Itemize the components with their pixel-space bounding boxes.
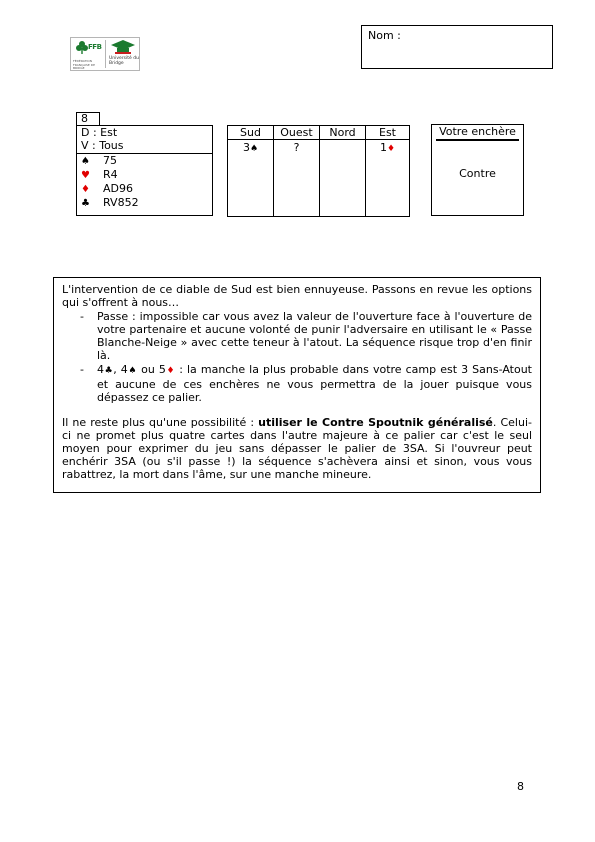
hand-row-clubs (81, 196, 139, 209)
diamond-icon: ♦ (165, 366, 176, 376)
answer-title: Votre enchère (439, 125, 516, 138)
bidding-table (227, 125, 410, 217)
answer-box (431, 124, 524, 216)
bid-column-est (366, 126, 409, 216)
bid-cell-nord (320, 141, 365, 155)
hand-row-hearts (81, 168, 118, 181)
page-number: 8 (517, 780, 524, 793)
hand-row-spades (81, 154, 117, 167)
spade-icon: ♠ (81, 156, 90, 167)
heart-cards: R4 (103, 168, 118, 181)
bid-est-level: 1 (379, 141, 387, 154)
bid-sud-level: 3 (242, 141, 250, 154)
spade-cards: 75 (103, 154, 117, 167)
intro-paragraph: L'intervention de ce diable de Sud est bien ennuyeuse. Passons en revue les options qui s'offrent à nous… (62, 283, 532, 309)
logo-divider (105, 40, 106, 68)
ffb-logo-subtitle: FÉDÉRATION FRANÇAISE DE BRIDGE (73, 59, 95, 70)
conclusion-highlight: utiliser le Contre Spoutnik généralisé (258, 416, 493, 429)
hand-row-diamonds (81, 182, 133, 195)
ffb-logo-text: FFB (88, 43, 102, 51)
bid-header-nord: Nord (320, 126, 365, 140)
diamond-cards: AD96 (103, 182, 133, 195)
bid-header-ouest: Ouest (274, 126, 319, 140)
conclusion-rest: . Celui-ci ne promet plus quatre cartes dans l'autre majeure à ce palier car c'est le seul moyen pour exprimer du jeu sans dépasser le palier de 3SA. Si l'ouvreur peut enchérir 3SA (ou s'il passe !) la séquence s'achèvera ainsi et sinon, vous vous rabattrez, la mort dans l'âme, sur une manche mineure. (62, 416, 532, 481)
conclusion-paragraph (62, 416, 532, 481)
bid-text: 4 (97, 363, 104, 376)
bullet-dash-1: - (80, 310, 84, 323)
club-icon: ♣ (104, 366, 114, 376)
bullet-dash-2: - (80, 363, 84, 376)
deal-info (76, 125, 213, 154)
bid-cell-est (366, 141, 409, 155)
hand (76, 153, 213, 216)
universite-logo-text: Université du Bridge (109, 56, 139, 66)
answer-title-rule (436, 139, 519, 141)
heart-icon: ♥ (81, 170, 90, 181)
bid-column-ouest (274, 126, 320, 216)
bid-header-sud: Sud (228, 126, 273, 140)
spade-icon: ♠ (249, 144, 259, 154)
club-icon: ♣ (81, 198, 90, 209)
diamond-icon: ♦ (81, 184, 90, 195)
name-field[interactable] (361, 25, 553, 69)
bid-column-sud (228, 126, 274, 216)
bullet-passe: Passe : impossible car vous avez la valeur de l'ouverture face à l'ouverture de votre partenaire et aucune volonté de punir l'adversaire en utilisant le « Passe Blanche-Neige » avec cette teneur à l'atout. La séquence risque trop d'en finir là. (97, 310, 532, 362)
name-label: Nom : (368, 29, 401, 42)
explanation-panel (53, 277, 541, 493)
dealer: D : Est (81, 126, 118, 139)
logo (70, 37, 140, 71)
answer-value: Contre (459, 167, 496, 180)
bid-header-est: Est (366, 126, 409, 140)
diamond-icon: ♦ (386, 144, 396, 154)
vulnerability: V : Tous (81, 139, 124, 152)
mortarboard-icon (111, 40, 135, 55)
clover-icon (75, 40, 89, 54)
bid-text: ou 5 (137, 363, 166, 376)
bid-column-nord (320, 126, 366, 216)
bullet-manche (97, 363, 532, 404)
bullet-manche-text: : la manche la plus probable dans votre camp est 3 Sans-Atout et aucune de ces enchères ne vous permettra de la jouer puisque vous dépassez ce palier. (97, 363, 532, 404)
conclusion-lead: Il ne reste plus qu'une possibilité : (62, 416, 259, 429)
club-cards: RV852 (103, 196, 139, 209)
spade-icon: ♠ (127, 366, 138, 376)
deal-number: 8 (76, 112, 100, 126)
bid-text: , 4 (113, 363, 128, 376)
bid-cell-sud (228, 141, 273, 155)
bid-cell-ouest: ? (293, 141, 300, 154)
